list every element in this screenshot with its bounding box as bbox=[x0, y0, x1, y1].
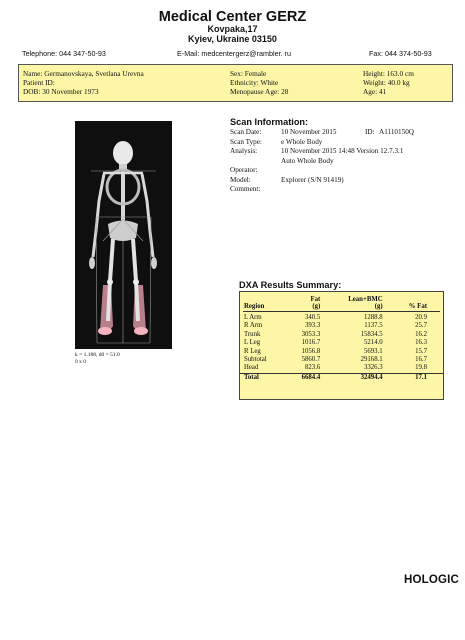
email: E-Mail: medcentergerz@rambler. ru bbox=[177, 49, 291, 58]
scan-type-label: Scan Type: bbox=[230, 137, 262, 146]
cell-pct: 25.7 bbox=[415, 322, 427, 330]
cell-region: Head bbox=[244, 364, 259, 372]
header-lean bbox=[324, 292, 386, 310]
cell-region: Total bbox=[240, 373, 285, 382]
cell-pct: 17.1 bbox=[387, 373, 443, 382]
header-pct-fat: % Fat bbox=[408, 303, 427, 310]
cell-fat: 1016.7 bbox=[301, 339, 321, 347]
scan-caption-line2: 0 x 0 bbox=[75, 358, 86, 365]
cell-lean: 15834.5 bbox=[360, 330, 383, 338]
cell-region: Trunk bbox=[244, 330, 261, 338]
cell-region: R Arm bbox=[244, 322, 263, 330]
hologic-logo: HOLOGIC bbox=[404, 574, 460, 586]
cell-region: L Leg bbox=[244, 339, 261, 347]
dxa-header-row bbox=[240, 292, 443, 310]
telephone: Telephone: 044 347-50-93 bbox=[22, 49, 106, 58]
model-label: Model: bbox=[230, 175, 251, 184]
cell-fat: 6684.4 bbox=[285, 373, 324, 382]
cell-region: Subtotal bbox=[244, 356, 267, 364]
header-lean-unit: (g) bbox=[374, 303, 383, 310]
patient-height: Height: 163.0 cm bbox=[363, 69, 414, 78]
patient-age: Age: 41 bbox=[363, 87, 387, 96]
cell-lean: 32494.4 bbox=[324, 373, 386, 382]
patient-ethnicity: Ethnicity: White bbox=[230, 78, 279, 87]
cell-pct: 15.7 bbox=[415, 347, 427, 355]
header-fat-unit: (g) bbox=[312, 303, 321, 310]
cell-fat: 823.6 bbox=[305, 364, 321, 372]
dxa-scan-image bbox=[75, 121, 172, 349]
dxa-row-total bbox=[240, 373, 443, 382]
patient-weight: Weight: 40.0 kg bbox=[363, 78, 410, 87]
patient-id: Patient ID: bbox=[23, 78, 55, 87]
scan-info-title: Scan Information: bbox=[230, 117, 309, 127]
dxa-row-trunk bbox=[240, 331, 443, 339]
cell-pct: 19.8 bbox=[415, 364, 427, 372]
analysis-value: 10 November 2015 14:48 Version 12.7.3.1 bbox=[281, 147, 404, 155]
scan-date-label: Scan Date: bbox=[230, 128, 262, 136]
cell-lean: 29168.1 bbox=[360, 356, 383, 364]
cell-fat: 5860.7 bbox=[301, 356, 321, 364]
comment-label: Comment: bbox=[230, 185, 261, 193]
cell-fat: 340.5 bbox=[305, 314, 321, 321]
cell-lean: 5693.1 bbox=[363, 347, 383, 355]
patient-menopause-age: Menopause Age: 28 bbox=[230, 87, 289, 96]
scan-caption bbox=[75, 352, 120, 365]
patient-info-box bbox=[18, 64, 453, 102]
header-fat bbox=[285, 292, 324, 310]
skeleton-scan-graphic bbox=[75, 121, 172, 349]
scan-caption-line1: k = 1.188, d0 = 51.0 bbox=[75, 352, 120, 358]
cell-lean: 1288.8 bbox=[363, 314, 383, 321]
scan-id-value: A1110150Q bbox=[379, 128, 415, 136]
cell-region: L Arm bbox=[244, 314, 262, 321]
analysis-value-line2: Auto Whole Body bbox=[281, 156, 334, 165]
cell-fat: 393.3 bbox=[305, 322, 321, 330]
cell-lean: 5214.0 bbox=[363, 339, 383, 347]
dxa-row-subtotal bbox=[240, 356, 443, 364]
patient-sex: Sex: Female bbox=[230, 69, 267, 78]
clinic-address-line1: Kovpaka,17 bbox=[207, 24, 258, 34]
cell-pct: 20.9 bbox=[415, 314, 427, 321]
dxa-row-l-arm bbox=[240, 314, 443, 322]
dxa-row-l-leg bbox=[240, 339, 443, 347]
analysis-label: Analysis: bbox=[230, 147, 258, 155]
cell-lean: 3326.3 bbox=[363, 364, 383, 372]
clinic-address-line2: Kyiev, Ukraine 03150 bbox=[188, 34, 277, 44]
cell-region: R Leg bbox=[244, 347, 261, 355]
patient-name: Name: Germanovskaya, Svetlana Urevna bbox=[23, 69, 144, 78]
header-lean-label: Lean+BMC bbox=[348, 296, 383, 303]
dxa-results-title: DXA Results Summary: bbox=[239, 280, 342, 290]
operator-label: Operator: bbox=[230, 166, 258, 174]
scan-date-value: 10 November 2015 bbox=[281, 128, 337, 136]
model-value: Explorer (S/N 91419) bbox=[281, 175, 344, 184]
cell-pct: 16.7 bbox=[415, 356, 427, 364]
scan-type-value: e Whole Body bbox=[281, 137, 323, 146]
cell-pct: 16.3 bbox=[415, 339, 427, 347]
dxa-row-head bbox=[240, 364, 443, 373]
patient-dob: DOB: 30 November 1973 bbox=[23, 87, 99, 96]
scan-id-label: ID: bbox=[365, 128, 375, 136]
dxa-results-table bbox=[239, 291, 444, 400]
header-region: Region bbox=[244, 303, 265, 310]
cell-fat: 3053.3 bbox=[301, 330, 321, 338]
dxa-row-r-arm bbox=[240, 322, 443, 330]
clinic-title: Medical Center GERZ bbox=[158, 9, 307, 25]
fax: Fax: 044 374-50-93 bbox=[369, 49, 432, 58]
cell-pct: 16.2 bbox=[415, 330, 427, 338]
cell-lean: 1137.5 bbox=[364, 322, 383, 330]
header-fat-label: Fat bbox=[310, 296, 321, 303]
cell-fat: 1056.8 bbox=[301, 347, 321, 355]
dxa-row-r-leg bbox=[240, 348, 443, 356]
